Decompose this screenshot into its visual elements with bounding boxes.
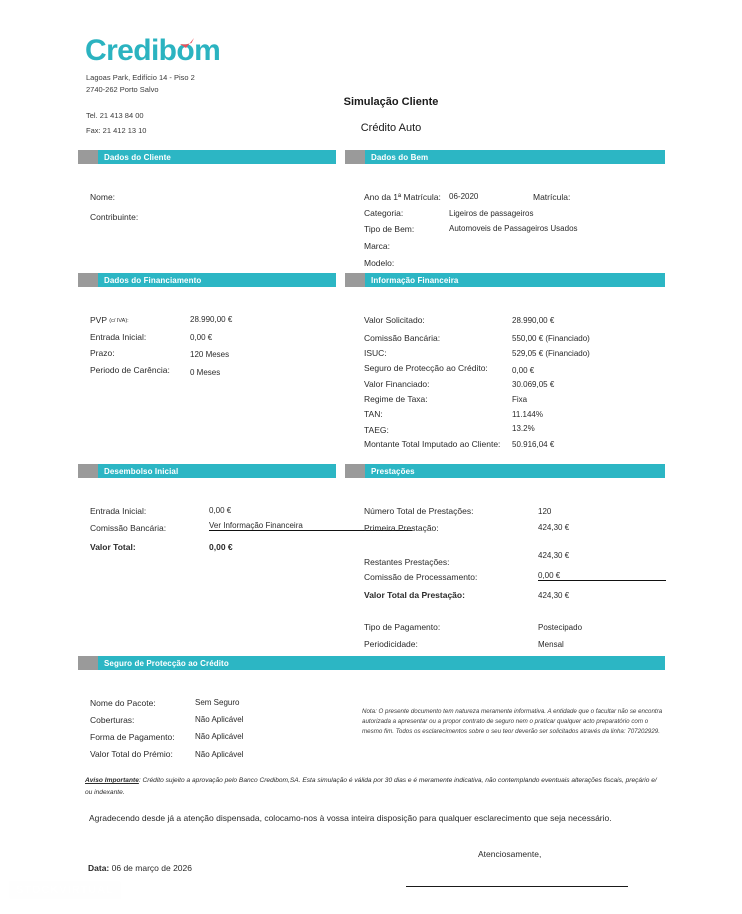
- field-row: [78, 358, 336, 376]
- field-value: 0,00 €: [209, 506, 232, 515]
- field-label: TAEG:: [364, 425, 389, 435]
- section-fields: [345, 478, 665, 657]
- field-row: [345, 390, 665, 407]
- field-label: Seguro de Protecção ao Crédito:: [364, 363, 488, 373]
- banner-teal: [98, 464, 336, 478]
- section-banner: [78, 464, 336, 478]
- field-row: [345, 322, 665, 343]
- field-row: [345, 407, 665, 424]
- field-row: [345, 373, 665, 390]
- field-label: Valor Total:: [90, 542, 136, 552]
- field-row: [78, 199, 336, 220]
- stockvirtual-watermark: STOCKVIRTUAL: [8, 880, 122, 900]
- section-desembolso-inicial: [78, 464, 336, 552]
- field-value: Não Aplicável: [195, 732, 244, 741]
- banner-gray-tab: [345, 150, 365, 164]
- field-value: Não Aplicável: [195, 715, 244, 724]
- section-fields: [78, 164, 336, 220]
- section-fields: [345, 164, 665, 270]
- banner-gray-tab: [345, 464, 365, 478]
- field-row: [78, 742, 665, 761]
- field-row: [345, 424, 665, 439]
- section-title: Desembolso Inicial: [104, 466, 179, 476]
- field-value: 120: [538, 507, 552, 516]
- field-label: Comissão Bancária:: [364, 333, 441, 343]
- field-value: 550,00 € (Financiado): [512, 334, 590, 343]
- banner-teal: [98, 150, 336, 164]
- field-row: [345, 301, 665, 325]
- section-banner: [345, 273, 665, 287]
- field-value: Fixa: [512, 395, 528, 404]
- company-fax: Fax: 21 412 13 10: [86, 126, 147, 135]
- document-header: [0, 0, 742, 142]
- field-label: Comissão de Processamento:: [364, 572, 478, 582]
- field-label: Periodo de Carência:: [90, 365, 170, 375]
- banner-teal: [98, 273, 336, 287]
- aviso-importante: [85, 775, 660, 798]
- section-title: Seguro de Protecção ao Crédito: [104, 658, 229, 668]
- banner-teal: [365, 273, 665, 287]
- banner-teal: [365, 464, 665, 478]
- field-label: Entrada Inicial:: [90, 332, 147, 342]
- field-row: [78, 511, 336, 533]
- field-value: Ver Informação Financeira: [209, 521, 412, 531]
- section-banner: [345, 150, 665, 164]
- document-date-label: Data:: [88, 863, 110, 873]
- field-row: [345, 216, 665, 234]
- field-row: [345, 492, 665, 516]
- section-title: Dados do Financiamento: [104, 275, 202, 285]
- field-label: Tipo de Bem:: [364, 224, 415, 234]
- field-value: 424,30 €: [538, 551, 570, 560]
- field-label: Valor Total da Prestação:: [364, 590, 465, 600]
- field-label: Periodicidade:: [364, 639, 418, 649]
- field-value: Postecipado: [538, 623, 583, 632]
- section-dados-do-financiamento: [78, 273, 336, 376]
- section-fields: [345, 287, 665, 454]
- section-informacao-financeira: [345, 273, 665, 454]
- atenciosamente-text: Atenciosamente,: [478, 849, 542, 859]
- field-value: 0,00 €: [512, 366, 535, 375]
- field-label: ISUC:: [364, 348, 387, 358]
- field-row: [345, 567, 665, 585]
- field-value: 28.990,00 €: [512, 316, 555, 325]
- field-value: 0,00 €: [209, 542, 233, 552]
- field-value: 06-2020: [449, 192, 479, 201]
- field-label: Entrada Inicial:: [90, 506, 147, 516]
- field-label: Valor Total do Prémio:: [90, 749, 173, 759]
- field-label: Regime de Taxa:: [364, 394, 428, 404]
- field-label: Número Total de Prestações:: [364, 506, 474, 516]
- section-title: Dados do Bem: [371, 152, 429, 162]
- insurance-disclaimer-note: Nota: O presente documento tem natureza meramente informativa. A entidade que o facultar não se encontra autorizada a apresentar ou a propor contrato de seguro nem o praticar qualquer acto preparatório com o mesmo fim. Todos os esclarecimentos sobre o seu teor deverão ser solicitados através da linha: 707202929.: [362, 708, 663, 736]
- field-label: Nome do Pacote:: [90, 698, 156, 708]
- field-label: Coberturas:: [90, 715, 135, 725]
- banner-gray-tab: [78, 273, 98, 287]
- field-label: Valor Financiado:: [364, 379, 430, 389]
- field-value: 120 Meses: [190, 350, 230, 359]
- credibom-logo: [85, 36, 220, 66]
- banner-gray-tab: [78, 150, 98, 164]
- section-banner: [78, 656, 665, 670]
- field-value: 424,30 €: [538, 523, 570, 532]
- field-label: Restantes Prestações:: [364, 557, 450, 567]
- section-prestacoes: [345, 464, 665, 657]
- field-value: Não Aplicável: [195, 750, 244, 759]
- field-label: Primeira Prestação:: [364, 523, 439, 533]
- field-row: [345, 339, 665, 356]
- field-value: 13.2%: [512, 424, 535, 433]
- field-label: Ano da 1ª Matrícula:: [364, 192, 441, 202]
- field-value: Ligeiros de passageiros: [449, 209, 534, 218]
- field-row: [78, 684, 665, 708]
- banner-gray-tab: [345, 273, 365, 287]
- field-row: [78, 301, 336, 325]
- section-dados-do-bem: [345, 150, 665, 270]
- field-row: [345, 252, 665, 270]
- field-label: Montante Total Imputado ao Cliente:: [364, 439, 501, 449]
- field-row: [345, 512, 665, 550]
- field-value: Sem Seguro: [195, 698, 240, 707]
- field-label-text: PVP: [90, 315, 107, 325]
- field-label: Prazo:: [90, 348, 115, 358]
- field-row: [78, 340, 336, 358]
- field-row: [345, 356, 665, 373]
- field-label: Categoria:: [364, 208, 404, 218]
- field-row: [345, 198, 665, 216]
- field-row: [78, 530, 336, 552]
- field-label: Nome:: [90, 192, 116, 202]
- section-dados-do-cliente: [78, 150, 336, 220]
- logo-text-tail: m: [194, 34, 221, 67]
- field-row: [345, 585, 665, 621]
- section-title: Dados do Cliente: [104, 152, 171, 162]
- field-value: 28.990,00 €: [190, 315, 233, 324]
- document-date-value: 06 de março de 2026: [111, 863, 192, 873]
- field-label: Comissão Bancária:: [90, 523, 167, 533]
- field-label: TAN:: [364, 409, 383, 419]
- section-fields: [78, 287, 336, 376]
- field-label: Contribuinte:: [90, 212, 139, 222]
- field-value: 0 Meses: [190, 368, 221, 377]
- company-address-line-1: Lagoas Park, Edifício 14 - Piso 2: [86, 73, 195, 82]
- document-subtitle: Crédito Auto: [360, 122, 422, 134]
- field-row: [78, 178, 336, 202]
- company-phone: Tel. 21 413 84 00: [86, 111, 144, 120]
- field-row: [345, 550, 665, 567]
- field-label: Modelo:: [364, 258, 395, 268]
- field-value: 529,05 € (Financiado): [512, 349, 590, 358]
- field-value: 0,00 €: [190, 333, 213, 342]
- field-label: Valor Solicitado:: [364, 315, 425, 325]
- document-date: [88, 863, 192, 873]
- field-value: 30.069,05 €: [512, 380, 555, 389]
- aviso-importante-label: Aviso Importante: [85, 777, 139, 784]
- field-value: 50.916,04 €: [512, 440, 555, 449]
- field-row: [345, 621, 665, 639]
- logo-text-main: Credib: [85, 34, 177, 67]
- section-banner: [78, 273, 336, 287]
- field-row: [345, 178, 665, 202]
- logo-accent-letter-wrap: [176, 36, 194, 66]
- field-row: [78, 492, 336, 516]
- banner-teal: [98, 656, 665, 670]
- field-row: [78, 322, 336, 340]
- banner-teal: [365, 150, 665, 164]
- section-banner: [345, 464, 665, 478]
- banner-gray-tab: [78, 464, 98, 478]
- section-title: Informação Financeira: [371, 275, 459, 285]
- section-fields: [78, 478, 336, 552]
- field-label-note: (c/ IVA):: [109, 318, 129, 324]
- field-value: Mensal: [538, 640, 564, 649]
- field-label: Forma de Pagamento:: [90, 732, 175, 742]
- field-value: 11.144%: [512, 410, 543, 419]
- aviso-importante-text: : Crédito sujeito a aprovação pelo Banco Credibom,SA. Esta simulação é válida por 30 dias e é meramente indicativa, não contemplando eventuais alterações fiscais, preçário e/ ou indexante.: [85, 777, 657, 796]
- field-value: 424,30 €: [538, 591, 570, 600]
- field-row: [345, 234, 665, 252]
- field-value: Automoveis de Passageiros Usados: [449, 224, 578, 233]
- field-label: Marca:: [364, 241, 390, 251]
- company-address-line-2: 2740-262 Porto Salvo: [86, 85, 159, 94]
- field-label: Tipo de Pagamento:: [364, 622, 441, 632]
- closing-paragraph: Agradecendo desde já a atenção dispensada, colocamo-nos à vossa inteira disposição para qualquer esclarecimento que seja necessário.: [89, 813, 612, 823]
- document-title: Simulação Cliente: [343, 96, 439, 108]
- field-value: 0,00 €: [538, 571, 666, 581]
- field-row: [345, 639, 665, 657]
- logo-accent-letter: o: [176, 34, 195, 67]
- checkmark-icon: [179, 37, 195, 49]
- section-title: Prestações: [371, 466, 415, 476]
- field-label-matricula: Matrícula:: [533, 192, 571, 202]
- banner-gray-tab: [78, 656, 98, 670]
- signature-line: [406, 886, 628, 887]
- section-banner: [78, 150, 336, 164]
- field-row: [345, 439, 665, 454]
